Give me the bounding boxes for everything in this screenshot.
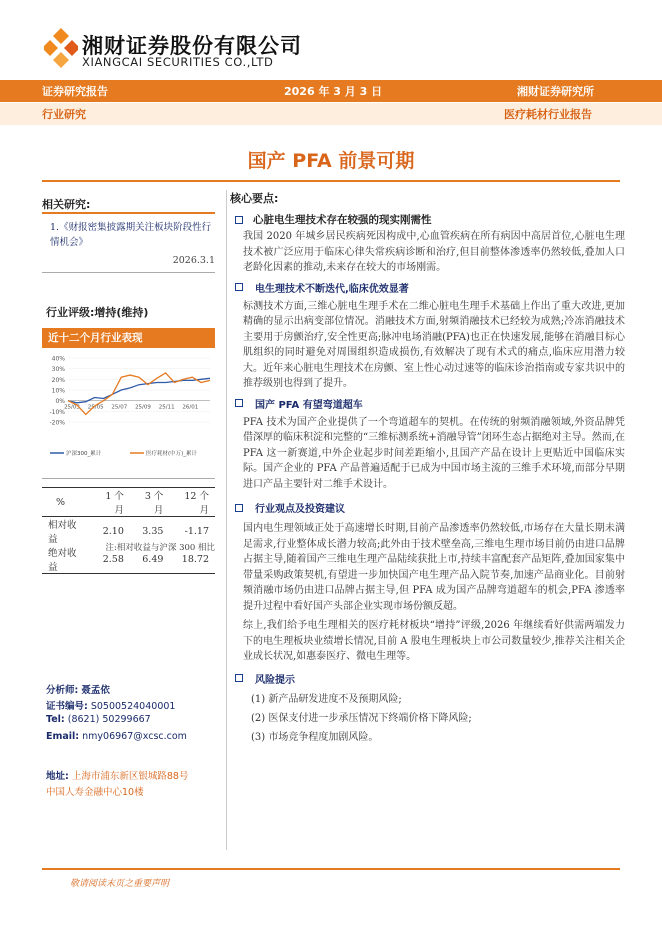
section-title: 风险提示 bbox=[255, 674, 295, 686]
report-sector: 医疗耗材行业报告 bbox=[504, 108, 592, 121]
address-line bbox=[46, 768, 188, 782]
core-heading: 核心要点: bbox=[230, 192, 279, 205]
y-tick-label: 0% bbox=[55, 398, 65, 406]
row-label: 相对收益 bbox=[48, 520, 77, 545]
analyst-name: 聂孟依 bbox=[81, 685, 110, 696]
research-institute: 湘财证券研究所 bbox=[517, 85, 594, 98]
y-tick-label: -20% bbox=[49, 419, 65, 427]
risk-item: (3) 市场竞争程度加剧风险。 bbox=[251, 731, 379, 743]
chart-bottom-divider bbox=[42, 478, 215, 479]
section-title: 行业观点及投资建议 bbox=[255, 504, 345, 515]
section-paragraph: PFA 技术为国产企业提供了一个弯道超车的契机。在传统的射频消融领域,外资品牌凭借深厚的临床积淀和完整的“三维标测系统+消融导管”闭环生态占据绝对主导。然而,在 PFA 这一新赛道,中外企业起步时间差距缩小,且国产产品在设计上更贴近中国临床实际。国产企业的 PFA 产品普遍适配于已成为中国市场主流的三维手术环境,而部分早期进口产品主要针对二维手术设计。 bbox=[243, 416, 625, 490]
chart-heading: 近十二个月行业表现 bbox=[42, 328, 215, 348]
section-heading bbox=[235, 280, 625, 295]
cert-label: 证书编号: bbox=[46, 701, 88, 712]
section-title: 国产 PFA 有望弯道超车 bbox=[255, 399, 363, 411]
risk-item: (2) 医保支付进一步承压情况下终端价格下降风险; bbox=[251, 712, 472, 724]
related-research-heading: 相关研究: bbox=[42, 198, 91, 211]
table-cell: -1.17 bbox=[184, 525, 209, 537]
table-header-row bbox=[42, 488, 215, 517]
y-tick-label: 40% bbox=[51, 355, 65, 363]
section-paragraph: 综上,我们给予电生理相关的医疗耗材板块“增持”评级,2026 年继续看好供需两端发力下的电生理板块业绩增长情况,目前 A 股电生理板块上市公司数量较少,推荐关注相关企业成长状况,如惠泰医疗、微电生理等。 bbox=[243, 620, 625, 662]
x-tick-label: 25/07 bbox=[111, 404, 128, 411]
cert-number: S0500524040001 bbox=[90, 701, 176, 712]
analyst-line bbox=[46, 682, 110, 696]
checkbox-icon bbox=[235, 399, 243, 407]
column-header: % bbox=[42, 488, 90, 517]
related-bottom-divider bbox=[42, 272, 215, 273]
email-label: Email: bbox=[46, 731, 80, 742]
x-tick-label: 25/09 bbox=[135, 404, 151, 411]
y-tick-label: 10% bbox=[51, 387, 65, 395]
column-header: 3 个月 bbox=[130, 488, 170, 517]
section-heading bbox=[235, 396, 625, 411]
report-title: 国产 PFA 前景可期 bbox=[247, 150, 415, 172]
company-name-cn: 湘财证券股份有限公司 bbox=[82, 34, 302, 58]
x-tick-label: 25/11 bbox=[158, 404, 175, 411]
tel-label: Tel: bbox=[46, 714, 65, 725]
x-tick-label: 25/05 bbox=[87, 404, 104, 411]
section-paragraph: 标测技术方面,三维心脏电生理手术在二维心脏电生理手术基础上作出了重大改进,更加精确的显示出病变部位情况。消融技术方面,射频消融技术已经较为成熟;冷冻消融技术主要用于房颤治疗,安全性更高;脉冲电场消融(PFA)也正在快速发展,能够在消融目标心肌组织的同时避免对周围组织造成损伤,有效解决了现有术式的痛点,临床应用潜力较大。近年来心脏电生理技术在房颤、室上性心动过速等的临床诊治指南或专家共识中的推荐级别也得到了提升。 bbox=[243, 300, 625, 389]
industry-rating: 行业评级:增持(维持) bbox=[46, 306, 149, 319]
related-report-link[interactable]: 1.《财报密集披露期关注板块阶段性行情机会》 bbox=[50, 222, 212, 248]
report-date: 2026 年 3 月 3 日 bbox=[284, 85, 383, 98]
core-points bbox=[230, 190, 625, 747]
column-header: 12 个月 bbox=[169, 488, 215, 517]
footer-divider bbox=[42, 868, 620, 870]
risk-list bbox=[251, 690, 625, 747]
y-tick-label: -10% bbox=[49, 408, 65, 416]
email-link[interactable]: nmy06967@xcsc.com bbox=[82, 731, 187, 742]
checkbox-icon bbox=[235, 283, 243, 291]
x-tick-label: 26/01 bbox=[182, 404, 199, 411]
report-type: 证券研究报告 bbox=[42, 85, 108, 98]
analyst-label: 分析师: bbox=[46, 685, 79, 696]
y-tick-label: 30% bbox=[51, 366, 65, 374]
section-title: 心脏电生理技术存在较强的现实刚需性 bbox=[253, 214, 432, 226]
company-logo bbox=[44, 28, 78, 72]
risk-item: (1) 新产品研发进度不及预期风险; bbox=[251, 693, 402, 705]
y-tick-label: 20% bbox=[51, 376, 65, 384]
title-divider bbox=[42, 180, 620, 182]
column-header: 1 个月 bbox=[90, 488, 130, 517]
industry-performance-chart bbox=[42, 350, 217, 465]
x-tick-label: 25/03 bbox=[64, 404, 80, 411]
section-paragraph: 国内电生理领域正处于高速增长时期,目前产品渗透率仍然较低,市场存在大量长期未满足需求,行业整体成长潜力较高;此外由于技术壁垒高,三维电生理市场目前仍由进口品牌占据主导,随着国产三维电生理产品陆续获批上市,持续丰富配套产品矩阵,叠加国家集中带量采购政策契机,有望进一步加快国产电生理产品入院节奏,加速产品商业化。目前射频消融市场仍由进口品牌占据主导,但 PFA 成为国产品牌弯道超车的机会,PFA 渗透率提升过程中看好国产头部企业实现市场份额反超。 bbox=[243, 523, 625, 612]
section-heading bbox=[235, 500, 625, 515]
row-label: 绝对收益 bbox=[42, 545, 90, 574]
tel-line bbox=[46, 714, 151, 725]
research-category: 行业研究 bbox=[42, 108, 86, 121]
header-bar-secondary bbox=[0, 103, 662, 125]
table-cell: 2.58 bbox=[90, 545, 130, 574]
legend-label: 沪深300_累计 bbox=[66, 451, 102, 457]
checkbox-icon bbox=[235, 504, 243, 512]
footer-disclaimer: 敬请阅读末页之重要声明 bbox=[70, 879, 170, 889]
email-line bbox=[46, 731, 187, 742]
section-heading bbox=[235, 212, 625, 227]
related-divider bbox=[42, 212, 215, 214]
column-divider bbox=[226, 190, 227, 850]
tel-number: (8621) 50299667 bbox=[67, 714, 151, 725]
series-line bbox=[68, 378, 210, 403]
checkbox-icon bbox=[235, 216, 243, 224]
table-cell: 3.35 bbox=[142, 525, 164, 537]
table-cell: 18.72 bbox=[169, 545, 215, 574]
table-cell: 2.10 bbox=[102, 525, 124, 537]
section-heading bbox=[235, 671, 625, 686]
legend-label: 医疗耗材(中万)_累计 bbox=[146, 451, 198, 457]
related-report-date: 2026.3.1 bbox=[172, 255, 215, 266]
checkbox-icon bbox=[235, 674, 243, 682]
company-name-en: XIANGCAI SECURITIES CO.,LTD bbox=[82, 55, 274, 69]
address-line2: 中国人寿金融中心10楼 bbox=[46, 787, 144, 798]
table-cell: 6.49 bbox=[130, 545, 170, 574]
address-label: 地址: bbox=[46, 771, 69, 782]
address-line1: 上海市浦东新区银城路88号 bbox=[71, 771, 189, 782]
header-bar-primary bbox=[0, 80, 662, 102]
table-note: 注:相对收益与沪深 300 相比 bbox=[105, 543, 215, 553]
performance-table bbox=[42, 487, 215, 574]
section-paragraph: 我国 2020 年城乡居民疾病死因构成中,心血管疾病在所有病因中高居首位,心脏电生理技术被广泛应用于临床心律失常疾病诊断和治疗,但目前整体渗透率仍然较低,叠加人口老龄化因素的推动,未来存在较大的市场刚需。 bbox=[243, 231, 625, 273]
section-title: 电生理技术不断迭代,临床优效显著 bbox=[255, 283, 409, 295]
cert-line bbox=[46, 698, 175, 712]
